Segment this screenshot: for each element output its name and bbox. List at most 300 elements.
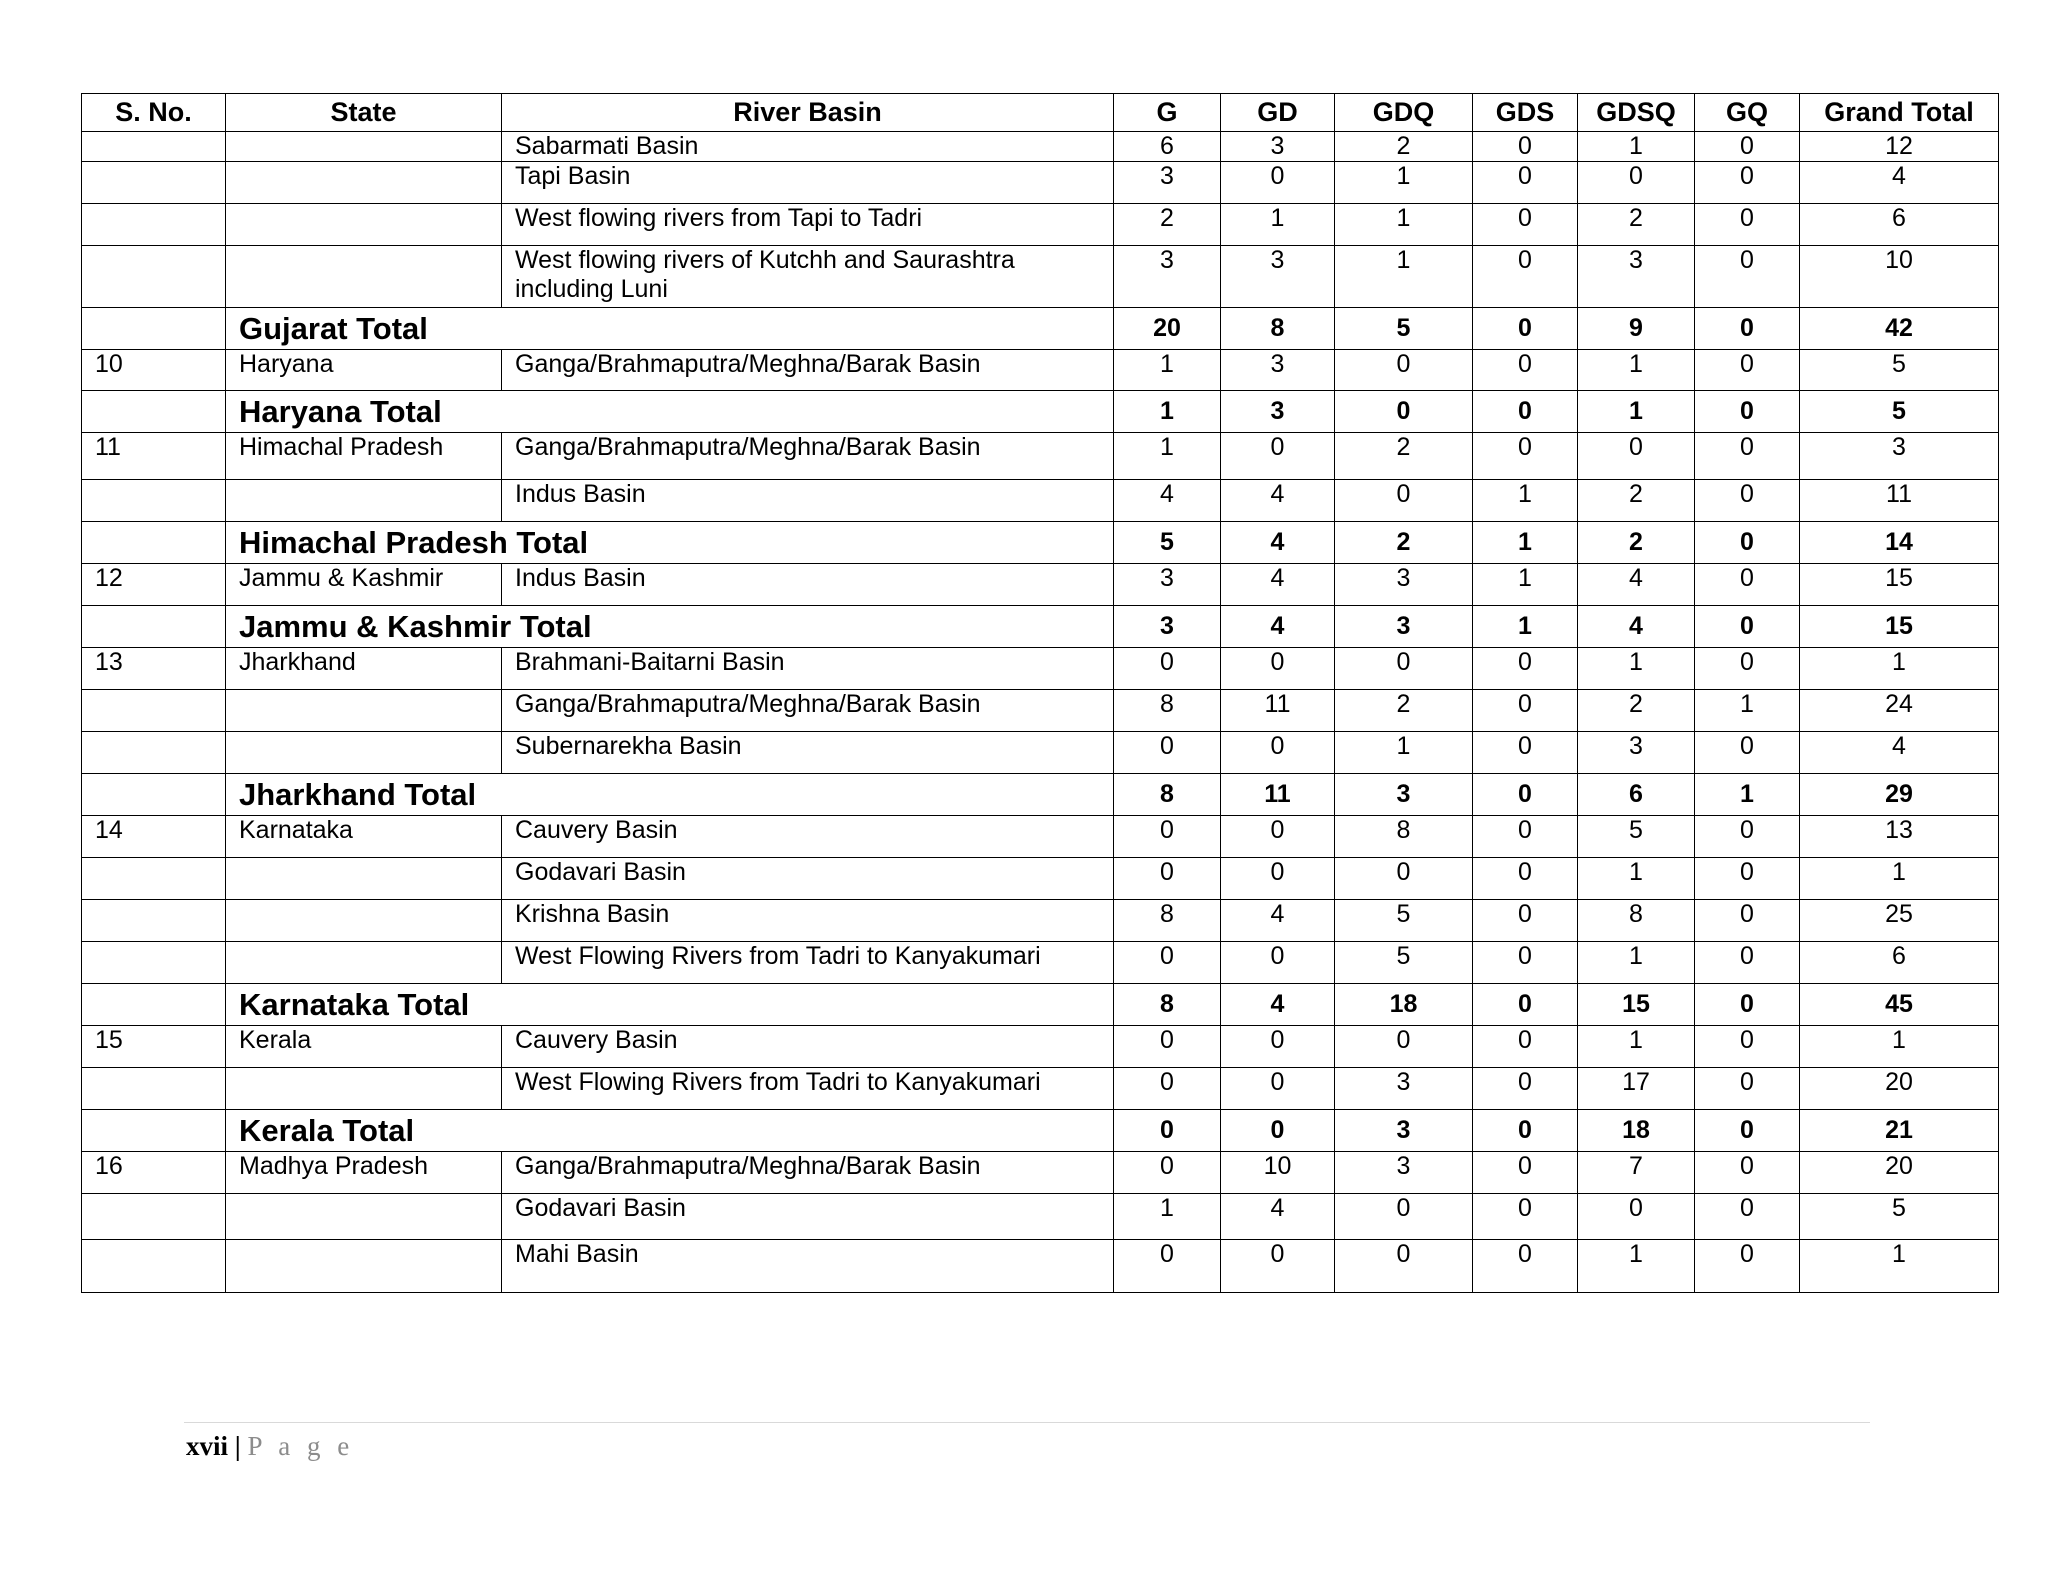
gq-cell: 0	[1695, 350, 1800, 391]
gd-cell: 10	[1221, 1152, 1335, 1194]
gq-cell: 0	[1695, 132, 1800, 162]
gds-cell: 0	[1473, 1152, 1578, 1194]
table-row	[82, 1240, 1999, 1293]
gd-cell: 4	[1221, 522, 1335, 564]
river-basin-cell: Tapi Basin	[502, 162, 1114, 204]
state-cell	[226, 162, 502, 204]
gds-cell: 0	[1473, 690, 1578, 732]
table-row	[82, 732, 1999, 774]
table-row	[82, 433, 1999, 480]
table-row	[82, 480, 1999, 522]
river-basin-cell: Ganga/Brahmaputra/Meghna/Barak Basin	[502, 690, 1114, 732]
gds-cell: 0	[1473, 308, 1578, 350]
gq-cell: 0	[1695, 564, 1800, 606]
gdq-cell: 0	[1335, 648, 1473, 690]
gq-cell: 0	[1695, 732, 1800, 774]
grand-total-cell: 6	[1800, 942, 1999, 984]
gdsq-cell: 2	[1578, 522, 1695, 564]
table-header-row	[82, 94, 1999, 132]
gdq-cell: 1	[1335, 732, 1473, 774]
state-cell: Jammu & Kashmir	[226, 564, 502, 606]
g-cell: 5	[1114, 522, 1221, 564]
gd-cell: 1	[1221, 204, 1335, 246]
gdsq-cell: 18	[1578, 1110, 1695, 1152]
gdq-cell: 0	[1335, 480, 1473, 522]
state-total-row	[82, 391, 1999, 433]
gds-cell: 0	[1473, 1068, 1578, 1110]
gd-cell: 0	[1221, 1068, 1335, 1110]
sno-cell	[82, 522, 226, 564]
gds-cell: 0	[1473, 942, 1578, 984]
gds-cell: 0	[1473, 732, 1578, 774]
header-gd: GD	[1221, 94, 1335, 132]
gd-cell: 8	[1221, 308, 1335, 350]
gds-cell: 1	[1473, 522, 1578, 564]
gdsq-cell: 1	[1578, 1026, 1695, 1068]
grand-total-cell: 1	[1800, 1240, 1999, 1293]
g-cell: 3	[1114, 162, 1221, 204]
g-cell: 0	[1114, 648, 1221, 690]
gd-cell: 11	[1221, 690, 1335, 732]
gdsq-cell: 3	[1578, 732, 1695, 774]
sno-cell	[82, 1240, 226, 1293]
gdsq-cell: 17	[1578, 1068, 1695, 1110]
state-cell	[226, 1240, 502, 1293]
page-separator: |	[234, 1431, 241, 1461]
gd-cell: 0	[1221, 162, 1335, 204]
gds-cell: 0	[1473, 1110, 1578, 1152]
grand-total-cell: 4	[1800, 732, 1999, 774]
gdsq-cell: 1	[1578, 648, 1695, 690]
grand-total-cell: 24	[1800, 690, 1999, 732]
g-cell: 0	[1114, 732, 1221, 774]
river-basin-cell: Ganga/Brahmaputra/Meghna/Barak Basin	[502, 433, 1114, 480]
gdsq-cell: 4	[1578, 606, 1695, 648]
gdsq-cell: 2	[1578, 480, 1695, 522]
river-basin-cell: Ganga/Brahmaputra/Meghna/Barak Basin	[502, 350, 1114, 391]
sno-cell: 10	[82, 350, 226, 391]
river-basin-cell: Godavari Basin	[502, 858, 1114, 900]
river-basin-cell: Cauvery Basin	[502, 1026, 1114, 1068]
gq-cell: 0	[1695, 162, 1800, 204]
gq-cell: 1	[1695, 690, 1800, 732]
state-cell: Himachal Pradesh	[226, 433, 502, 480]
gdq-cell: 3	[1335, 774, 1473, 816]
sno-cell	[82, 308, 226, 350]
gd-cell: 4	[1221, 1194, 1335, 1240]
state-cell: Jharkhand	[226, 648, 502, 690]
gdsq-cell: 8	[1578, 900, 1695, 942]
gds-cell: 0	[1473, 858, 1578, 900]
grand-total-cell: 5	[1800, 350, 1999, 391]
table-row	[82, 816, 1999, 858]
state-cell	[226, 204, 502, 246]
g-cell: 1	[1114, 391, 1221, 433]
river-basin-cell: Ganga/Brahmaputra/Meghna/Barak Basin	[502, 1152, 1114, 1194]
gdsq-cell: 0	[1578, 433, 1695, 480]
sno-cell	[82, 984, 226, 1026]
header-gdsq: GDSQ	[1578, 94, 1695, 132]
gdsq-cell: 1	[1578, 858, 1695, 900]
grand-total-cell: 5	[1800, 1194, 1999, 1240]
g-cell: 6	[1114, 132, 1221, 162]
header-state: State	[226, 94, 502, 132]
grand-total-cell: 20	[1800, 1152, 1999, 1194]
table-row	[82, 900, 1999, 942]
gd-cell: 0	[1221, 942, 1335, 984]
gds-cell: 0	[1473, 132, 1578, 162]
gds-cell: 0	[1473, 391, 1578, 433]
gq-cell: 0	[1695, 1194, 1800, 1240]
gds-cell: 0	[1473, 433, 1578, 480]
gds-cell: 0	[1473, 246, 1578, 308]
gdsq-cell: 1	[1578, 391, 1695, 433]
gdq-cell: 1	[1335, 162, 1473, 204]
sno-cell	[82, 606, 226, 648]
gdq-cell: 1	[1335, 204, 1473, 246]
gq-cell: 0	[1695, 816, 1800, 858]
header-gds: GDS	[1473, 94, 1578, 132]
gd-cell: 0	[1221, 433, 1335, 480]
total-label: Kerala Total	[226, 1110, 1114, 1152]
gdq-cell: 2	[1335, 690, 1473, 732]
grand-total-cell: 45	[1800, 984, 1999, 1026]
g-cell: 0	[1114, 942, 1221, 984]
table-row	[82, 858, 1999, 900]
gdsq-cell: 0	[1578, 1194, 1695, 1240]
gds-cell: 1	[1473, 564, 1578, 606]
table-row	[82, 162, 1999, 204]
gd-cell: 0	[1221, 816, 1335, 858]
gd-cell: 0	[1221, 732, 1335, 774]
gq-cell: 0	[1695, 1110, 1800, 1152]
grand-total-cell: 6	[1800, 204, 1999, 246]
gdq-cell: 3	[1335, 1110, 1473, 1152]
gdsq-cell: 1	[1578, 942, 1695, 984]
gdq-cell: 3	[1335, 1152, 1473, 1194]
gd-cell: 0	[1221, 1026, 1335, 1068]
gds-cell: 0	[1473, 1026, 1578, 1068]
g-cell: 8	[1114, 900, 1221, 942]
page-word: P a g e	[247, 1431, 355, 1461]
g-cell: 0	[1114, 1026, 1221, 1068]
gq-cell: 0	[1695, 648, 1800, 690]
sno-cell	[82, 132, 226, 162]
total-label: Karnataka Total	[226, 984, 1114, 1026]
table-body	[82, 132, 1999, 1293]
header-sno: S. No.	[82, 94, 226, 132]
river-basin-cell: Godavari Basin	[502, 1194, 1114, 1240]
g-cell: 8	[1114, 984, 1221, 1026]
gq-cell: 0	[1695, 858, 1800, 900]
header-g: G	[1114, 94, 1221, 132]
river-basin-cell: West flowing rivers from Tapi to Tadri	[502, 204, 1114, 246]
grand-total-cell: 12	[1800, 132, 1999, 162]
gq-cell: 0	[1695, 606, 1800, 648]
gd-cell: 4	[1221, 984, 1335, 1026]
gdq-cell: 5	[1335, 942, 1473, 984]
grand-total-cell: 15	[1800, 606, 1999, 648]
river-basin-cell: Krishna Basin	[502, 900, 1114, 942]
gds-cell: 0	[1473, 900, 1578, 942]
gq-cell: 0	[1695, 1068, 1800, 1110]
total-label: Jammu & Kashmir Total	[226, 606, 1114, 648]
river-basin-cell: Mahi Basin	[502, 1240, 1114, 1293]
state-cell	[226, 900, 502, 942]
grand-total-cell: 1	[1800, 648, 1999, 690]
river-basin-cell: Brahmani-Baitarni Basin	[502, 648, 1114, 690]
table-row	[82, 246, 1999, 308]
state-cell: Kerala	[226, 1026, 502, 1068]
grand-total-cell: 1	[1800, 858, 1999, 900]
gq-cell: 0	[1695, 1152, 1800, 1194]
table-row	[82, 690, 1999, 732]
gds-cell: 0	[1473, 350, 1578, 391]
header-grand-total: Grand Total	[1800, 94, 1999, 132]
gdsq-cell: 1	[1578, 350, 1695, 391]
state-total-row	[82, 984, 1999, 1026]
gd-cell: 4	[1221, 900, 1335, 942]
gd-cell: 3	[1221, 246, 1335, 308]
header-gdq: GDQ	[1335, 94, 1473, 132]
gq-cell: 0	[1695, 204, 1800, 246]
river-basin-cell: West Flowing Rivers from Tadri to Kanyakumari	[502, 1068, 1114, 1110]
state-cell	[226, 732, 502, 774]
gdsq-cell: 1	[1578, 132, 1695, 162]
state-cell	[226, 246, 502, 308]
total-label: Himachal Pradesh Total	[226, 522, 1114, 564]
grand-total-cell: 21	[1800, 1110, 1999, 1152]
gds-cell: 0	[1473, 816, 1578, 858]
grand-total-cell: 42	[1800, 308, 1999, 350]
state-total-row	[82, 1110, 1999, 1152]
river-basin-cell: Sabarmati Basin	[502, 132, 1114, 162]
grand-total-cell: 11	[1800, 480, 1999, 522]
gdq-cell: 1	[1335, 246, 1473, 308]
g-cell: 0	[1114, 816, 1221, 858]
gq-cell: 1	[1695, 774, 1800, 816]
g-cell: 0	[1114, 1068, 1221, 1110]
gd-cell: 4	[1221, 606, 1335, 648]
gq-cell: 0	[1695, 246, 1800, 308]
gds-cell: 0	[1473, 162, 1578, 204]
sno-cell	[82, 900, 226, 942]
g-cell: 0	[1114, 858, 1221, 900]
gdsq-cell: 1	[1578, 1240, 1695, 1293]
gdq-cell: 2	[1335, 433, 1473, 480]
total-label: Haryana Total	[226, 391, 1114, 433]
grand-total-cell: 25	[1800, 900, 1999, 942]
gds-cell: 0	[1473, 1194, 1578, 1240]
gdq-cell: 5	[1335, 900, 1473, 942]
gq-cell: 0	[1695, 480, 1800, 522]
sno-cell: 12	[82, 564, 226, 606]
river-basin-cell: Subernarekha Basin	[502, 732, 1114, 774]
state-cell: Madhya Pradesh	[226, 1152, 502, 1194]
state-total-row	[82, 308, 1999, 350]
g-cell: 1	[1114, 350, 1221, 391]
gd-cell: 0	[1221, 1110, 1335, 1152]
gdsq-cell: 3	[1578, 246, 1695, 308]
grand-total-cell: 13	[1800, 816, 1999, 858]
gds-cell: 1	[1473, 480, 1578, 522]
gdq-cell: 0	[1335, 1194, 1473, 1240]
sno-cell: 15	[82, 1026, 226, 1068]
page-number: xvii	[186, 1431, 229, 1461]
river-basin-cell: West Flowing Rivers from Tadri to Kanyakumari	[502, 942, 1114, 984]
state-cell	[226, 858, 502, 900]
g-cell: 1	[1114, 433, 1221, 480]
sno-cell	[82, 246, 226, 308]
gdq-cell: 0	[1335, 350, 1473, 391]
river-basin-cell: Cauvery Basin	[502, 816, 1114, 858]
gds-cell: 0	[1473, 648, 1578, 690]
table-row	[82, 132, 1999, 162]
g-cell: 8	[1114, 774, 1221, 816]
gdsq-cell: 6	[1578, 774, 1695, 816]
grand-total-cell: 5	[1800, 391, 1999, 433]
gd-cell: 4	[1221, 480, 1335, 522]
g-cell: 1	[1114, 1194, 1221, 1240]
table-row	[82, 942, 1999, 984]
gq-cell: 0	[1695, 900, 1800, 942]
sno-cell: 11	[82, 433, 226, 480]
total-label: Gujarat Total	[226, 308, 1114, 350]
state-cell	[226, 690, 502, 732]
gdq-cell: 3	[1335, 1068, 1473, 1110]
gdq-cell: 0	[1335, 391, 1473, 433]
gq-cell: 0	[1695, 1026, 1800, 1068]
gq-cell: 0	[1695, 522, 1800, 564]
gdsq-cell: 9	[1578, 308, 1695, 350]
gdq-cell: 5	[1335, 308, 1473, 350]
g-cell: 4	[1114, 480, 1221, 522]
state-cell: Haryana	[226, 350, 502, 391]
gq-cell: 0	[1695, 391, 1800, 433]
gd-cell: 0	[1221, 1240, 1335, 1293]
table-row	[82, 1026, 1999, 1068]
sno-cell	[82, 480, 226, 522]
state-cell: Karnataka	[226, 816, 502, 858]
river-basin-cell: Indus Basin	[502, 564, 1114, 606]
gd-cell: 3	[1221, 350, 1335, 391]
header-gq: GQ	[1695, 94, 1800, 132]
gd-cell: 0	[1221, 648, 1335, 690]
gdsq-cell: 5	[1578, 816, 1695, 858]
table-row	[82, 1068, 1999, 1110]
gds-cell: 1	[1473, 606, 1578, 648]
gdsq-cell: 15	[1578, 984, 1695, 1026]
gdsq-cell: 2	[1578, 204, 1695, 246]
grand-total-cell: 4	[1800, 162, 1999, 204]
sno-cell	[82, 1068, 226, 1110]
grand-total-cell: 14	[1800, 522, 1999, 564]
sno-cell	[82, 858, 226, 900]
gq-cell: 0	[1695, 308, 1800, 350]
sno-cell	[82, 774, 226, 816]
state-cell	[226, 132, 502, 162]
state-cell	[226, 480, 502, 522]
page-footer	[186, 1428, 354, 1464]
gdsq-cell: 0	[1578, 162, 1695, 204]
gd-cell: 4	[1221, 564, 1335, 606]
state-total-row	[82, 774, 1999, 816]
state-total-row	[82, 606, 1999, 648]
gdq-cell: 18	[1335, 984, 1473, 1026]
gdsq-cell: 4	[1578, 564, 1695, 606]
g-cell: 0	[1114, 1110, 1221, 1152]
gdq-cell: 3	[1335, 606, 1473, 648]
grand-total-cell: 1	[1800, 1026, 1999, 1068]
gdq-cell: 2	[1335, 522, 1473, 564]
table-row	[82, 648, 1999, 690]
grand-total-cell: 15	[1800, 564, 1999, 606]
gdq-cell: 8	[1335, 816, 1473, 858]
gds-cell: 0	[1473, 1240, 1578, 1293]
gdq-cell: 2	[1335, 132, 1473, 162]
g-cell: 3	[1114, 246, 1221, 308]
sno-cell	[82, 1110, 226, 1152]
table-row	[82, 204, 1999, 246]
gdq-cell: 0	[1335, 1240, 1473, 1293]
gq-cell: 0	[1695, 1240, 1800, 1293]
sno-cell	[82, 732, 226, 774]
g-cell: 3	[1114, 564, 1221, 606]
table-row	[82, 1152, 1999, 1194]
gd-cell: 3	[1221, 132, 1335, 162]
sno-cell	[82, 942, 226, 984]
g-cell: 0	[1114, 1240, 1221, 1293]
table-row	[82, 350, 1999, 391]
g-cell: 0	[1114, 1152, 1221, 1194]
grand-total-cell: 10	[1800, 246, 1999, 308]
gq-cell: 0	[1695, 942, 1800, 984]
state-cell	[226, 1194, 502, 1240]
sno-cell	[82, 1194, 226, 1240]
gdq-cell: 0	[1335, 858, 1473, 900]
header-river-basin: River Basin	[502, 94, 1114, 132]
sno-cell: 16	[82, 1152, 226, 1194]
state-cell	[226, 1068, 502, 1110]
state-total-row	[82, 522, 1999, 564]
footer-divider	[184, 1422, 1870, 1423]
gd-cell: 11	[1221, 774, 1335, 816]
basin-summary-table	[81, 93, 1999, 1293]
table-row	[82, 564, 1999, 606]
gq-cell: 0	[1695, 433, 1800, 480]
table-row	[82, 1194, 1999, 1240]
gd-cell: 3	[1221, 391, 1335, 433]
grand-total-cell: 3	[1800, 433, 1999, 480]
gq-cell: 0	[1695, 984, 1800, 1026]
sno-cell: 13	[82, 648, 226, 690]
gdsq-cell: 7	[1578, 1152, 1695, 1194]
sno-cell: 14	[82, 816, 226, 858]
total-label: Jharkhand Total	[226, 774, 1114, 816]
state-cell	[226, 942, 502, 984]
g-cell: 3	[1114, 606, 1221, 648]
river-basin-cell: West flowing rivers of Kutchh and Saurashtra including Luni	[502, 246, 1114, 308]
sno-cell	[82, 391, 226, 433]
grand-total-cell: 20	[1800, 1068, 1999, 1110]
sno-cell	[82, 690, 226, 732]
gds-cell: 0	[1473, 774, 1578, 816]
gds-cell: 0	[1473, 984, 1578, 1026]
g-cell: 2	[1114, 204, 1221, 246]
sno-cell	[82, 204, 226, 246]
grand-total-cell: 29	[1800, 774, 1999, 816]
gdq-cell: 0	[1335, 1026, 1473, 1068]
